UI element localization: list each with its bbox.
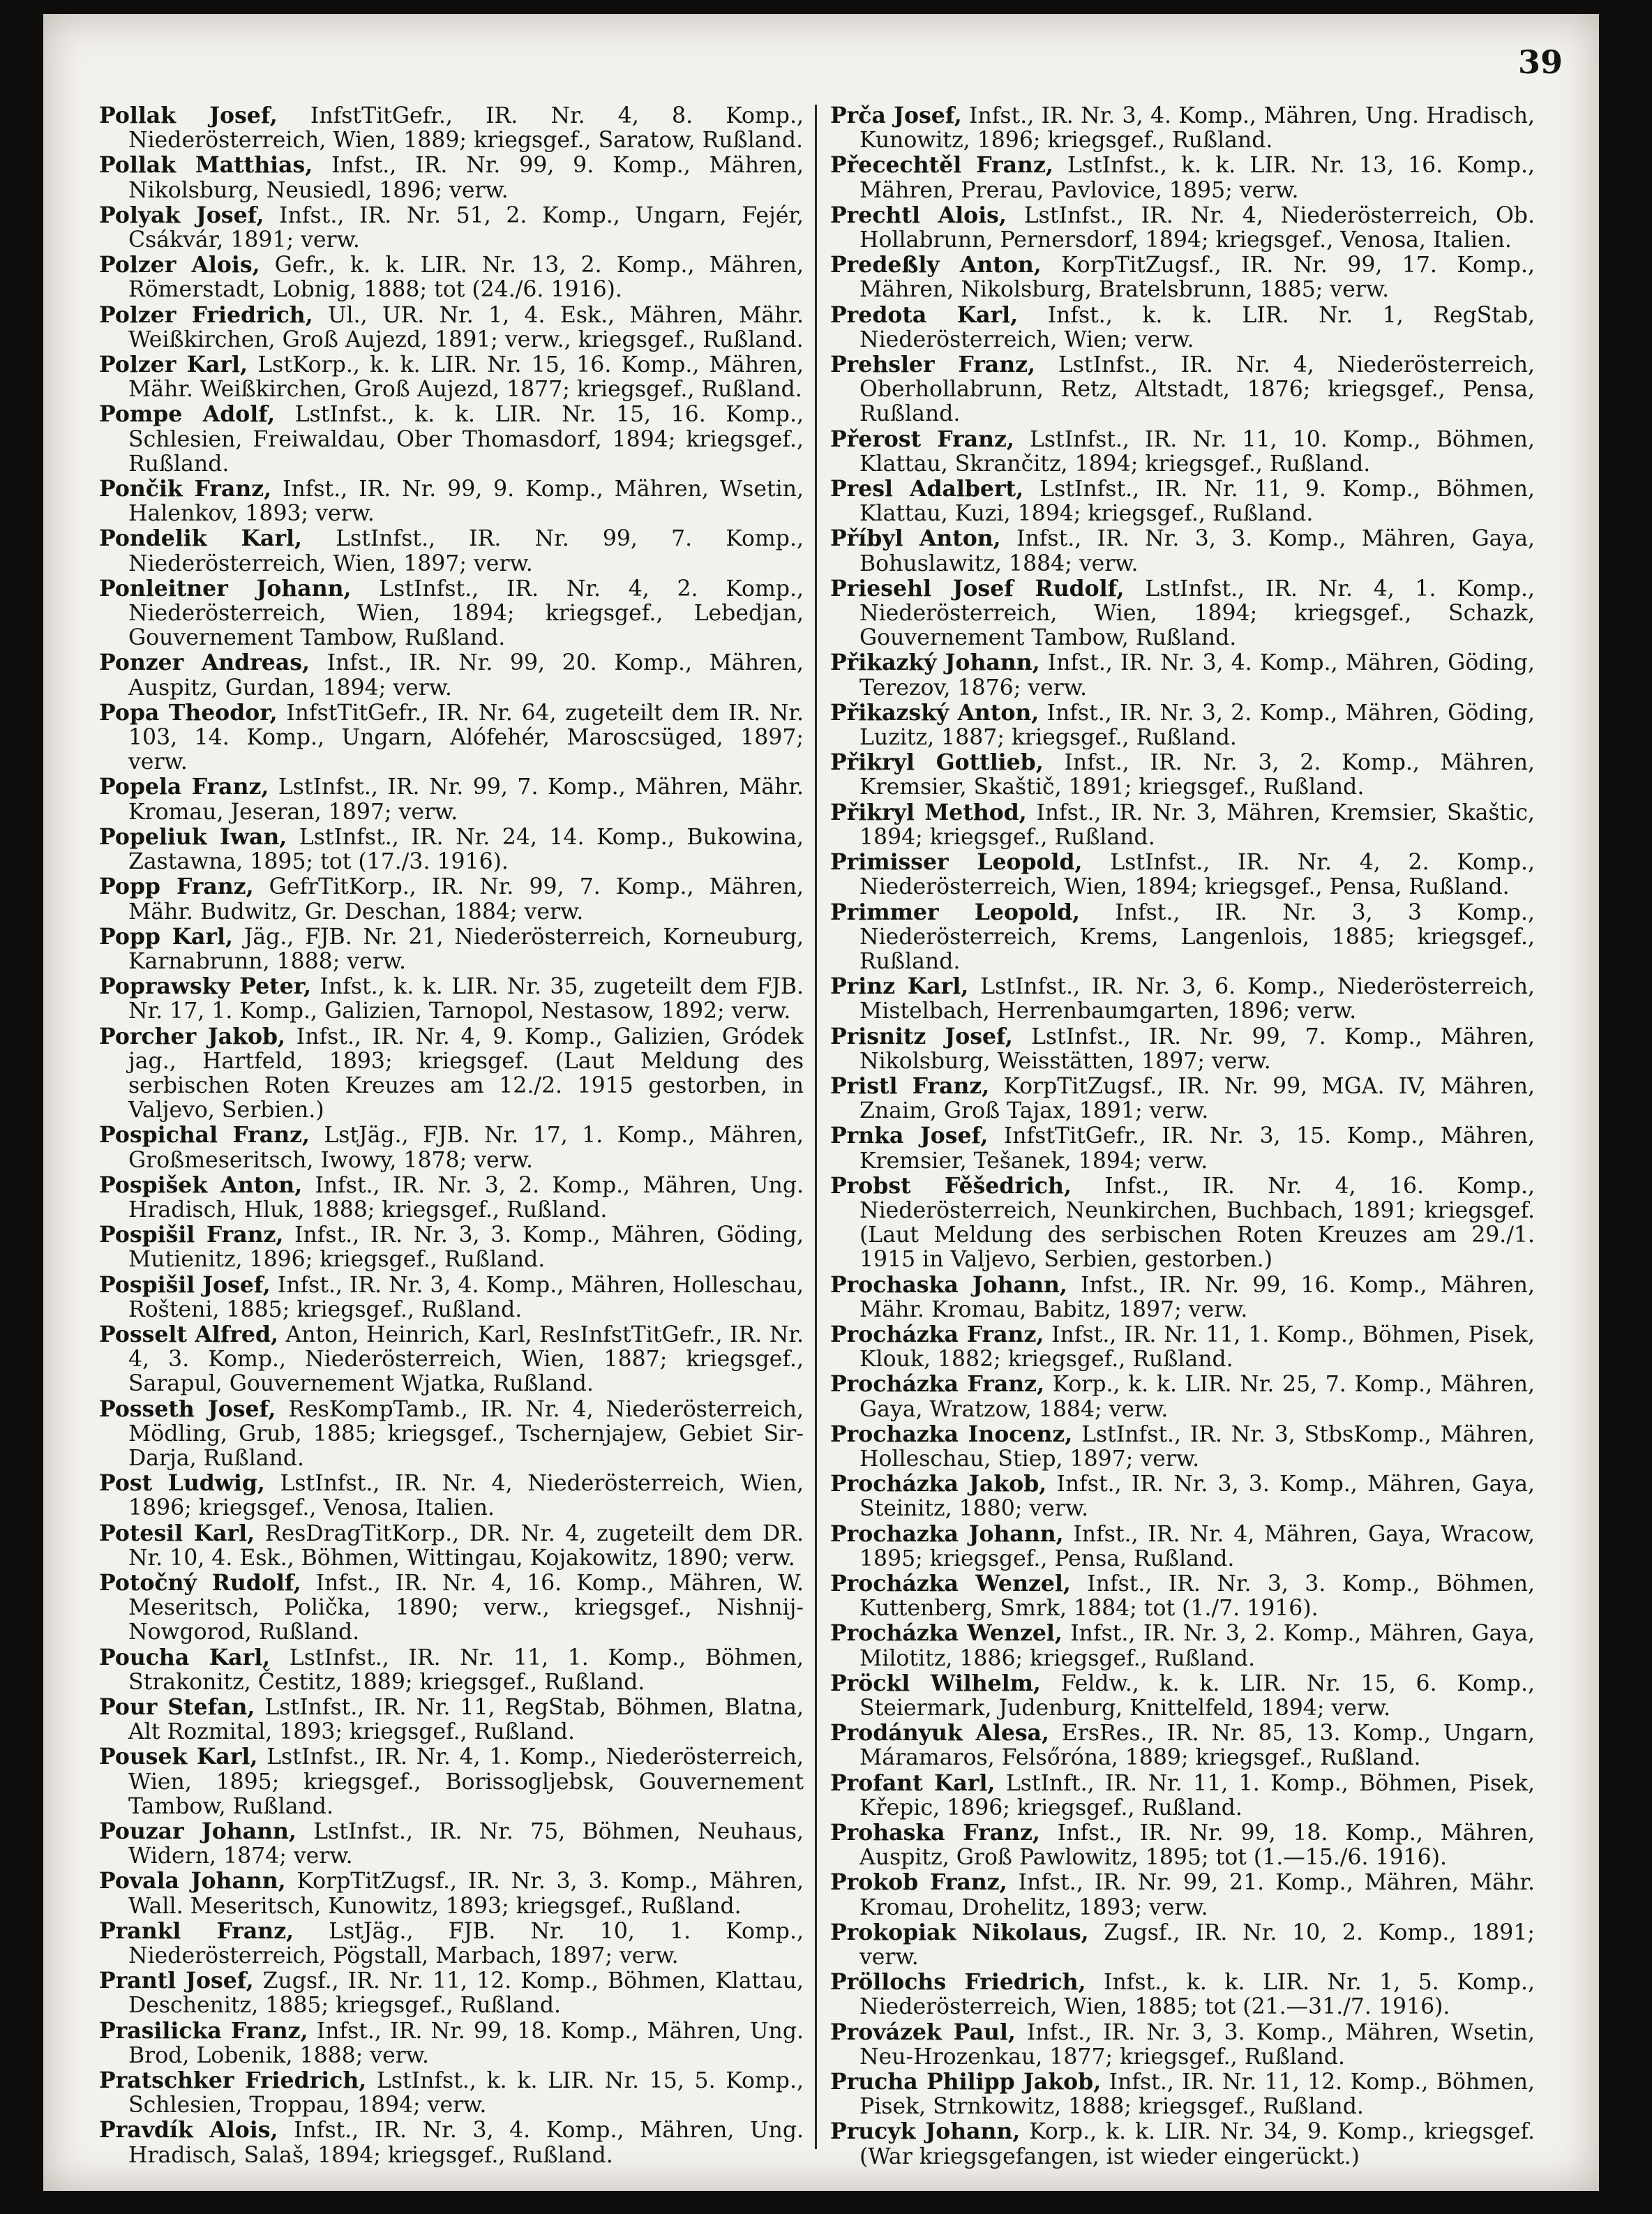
page-number: 39	[1517, 43, 1563, 81]
list-entry	[830, 1074, 1535, 1123]
list-entry	[830, 203, 1535, 253]
list-entry	[830, 153, 1535, 202]
list-entry	[830, 1621, 1535, 1670]
entry-details: LstInfst., IR. Nr. 4, 2. Komp., Niederösterreich, Wien, 1894; kriegsgef., Pensa, Rußland.	[859, 850, 1535, 900]
entry-name: Popeliuk Iwan,	[99, 823, 287, 850]
entry-name: Prucha Philipp Jakob,	[830, 2069, 1102, 2095]
entry-name: Pour Stefan,	[99, 1694, 255, 1720]
entry-name: Procházka Wenzel,	[830, 1620, 1062, 1647]
entry-details: LstJäg., FJB. Nr. 10, 1. Komp., Niederösterreich, Pögstall, Marbach, 1897; verw.	[128, 1918, 804, 1969]
entry-name: Pouzar Johann,	[99, 1818, 296, 1845]
entry-details: Infst., IR. Nr. 4, Mähren, Gaya, Wracow, 1895; kriegsgef., Pensa, Rußland.	[859, 1521, 1535, 1571]
list-entry	[99, 2118, 804, 2167]
entry-details: LstInfst., IR. Nr. 99, 7. Komp., Mähren, Nikolsburg, Weisstätten, 1897; verw.	[859, 1024, 1535, 1074]
entry-details: LstInfst., IR. Nr. 3, 6. Komp., Niederösterreich, Mistelbach, Herrenbaumgarten, 1896; verw.	[859, 974, 1535, 1024]
entry-details: ResKompTamb., IR. Nr. 4, Niederösterreich, Mödling, Grub, 1885; kriegsgef., Tschernjajew, Gebiet Sir-Darja, Rußland.	[128, 1396, 804, 1471]
list-entry	[99, 526, 804, 576]
list-entry	[99, 825, 804, 874]
entry-name: Pompe Adolf,	[99, 401, 276, 428]
list-entry	[99, 1173, 804, 1222]
entry-details: Infst., IR. Nr. 3, 2. Komp., Mähren, Kremsier, Skaštič, 1891; kriegsgef., Rußland.	[859, 750, 1535, 800]
entry-details: Infst., IR. Nr. 11, 12. Komp., Böhmen, Pisek, Strnkowitz, 1888; kriegsgef., Rußland.	[859, 2070, 1535, 2120]
list-entry	[830, 2020, 1535, 2070]
entry-details: Infst., IR. Nr. 3, 3. Komp., Mähren, Gaya, Steinitz, 1880; verw.	[859, 1472, 1535, 1522]
entry-details: LstInfst., IR. Nr. 3, StbsKomp., Mähren, Holleschau, Stiep, 1897; verw.	[859, 1421, 1535, 1472]
list-entry	[830, 1870, 1535, 1920]
left-column	[99, 103, 804, 2168]
entry-details: Infst., IR. Nr. 3, 4. Komp., Mähren, Ung. Hradisch, Salaš, 1894; kriegsgef., Rußland.	[128, 2118, 804, 2168]
list-entry	[99, 1744, 804, 1819]
entry-details: Infst., IR. Nr. 3, 2. Komp., Mähren, Göding, Luzitz, 1887; kriegsgef., Rußland.	[859, 700, 1535, 751]
entry-details: Zugsf., IR. Nr. 11, 12. Komp., Böhmen, Klattau, Deschenitz, 1885; kriegsgef., Rußland.	[128, 1968, 804, 2019]
entry-name: Prohaska Franz,	[830, 1820, 1040, 1846]
entry-details: LstInfst., k. k. LIR. Nr. 13, 16. Komp., Mähren, Prerau, Pavlovice, 1895; verw.	[859, 153, 1535, 203]
list-entry	[830, 1322, 1535, 1372]
list-entry	[830, 1522, 1535, 1571]
list-entry	[99, 1322, 804, 1397]
entry-details: KorpTitZugsf., IR. Nr. 99, MGA. IV, Mähren, Znaim, Groß Tajax, 1891; verw.	[859, 1073, 1535, 1124]
entry-name: Polzer Karl,	[99, 352, 248, 378]
list-entry	[99, 103, 804, 153]
list-entry	[99, 925, 804, 974]
list-entry	[99, 1222, 804, 1272]
list-entry	[830, 1771, 1535, 1820]
entry-details: LstInfst., IR. Nr. 4, Niederösterreich, Ob. Hollabrunn, Pernersdorf, 1894; kriegsgef., Venosa, Italien.	[859, 202, 1535, 253]
entry-name: Pröckl Wilhelm,	[830, 1670, 1041, 1696]
entry-name: Presl Adalbert,	[830, 476, 1024, 502]
entry-name: Provázek Paul,	[830, 2019, 1016, 2045]
entry-name: Pospišil Josef,	[99, 1271, 271, 1298]
entry-name: Poprawsky Peter,	[99, 973, 312, 1000]
list-entry	[830, 1372, 1535, 1421]
list-entry	[830, 576, 1535, 651]
entry-name: Pospišek Anton,	[99, 1172, 303, 1198]
entry-name: Prča Josef,	[830, 103, 962, 128]
entry-name: Predota Karl,	[830, 301, 1019, 328]
entry-details: Infst., IR. Nr. 4, 9. Komp., Galizien, Gródek jag., Hartfeld, 1893; kriegsgef. (Laut Meldung des serbischen Roten Kreuzes am 12./2. 1915 gestorben, in Valjevo, Serbien.)	[128, 1024, 804, 1123]
entry-details: Infst., k. k. LIR. Nr. 1, RegStab, Niederösterreich, Wien; verw.	[859, 302, 1535, 352]
entry-name: Pravdík Alois,	[99, 2117, 278, 2144]
list-entry	[830, 1273, 1535, 1322]
list-entry	[830, 1024, 1535, 1074]
entry-name: Prankl Franz,	[99, 1917, 294, 1944]
entry-name: Porcher Jakob,	[99, 1023, 285, 1049]
entry-name: Potočný Rudolf,	[99, 1569, 301, 1596]
entry-details: Infst., IR. Nr. 99, 9. Komp., Mähren, Nikolsburg, Neusiedl, 1896; verw.	[128, 153, 804, 203]
entry-name: Prochaska Johann,	[830, 1271, 1067, 1298]
entry-details: LstInfst., IR. Nr. 99, 7. Komp., Mähren, Mähr. Kromau, Jeseran, 1897; verw.	[128, 775, 804, 825]
list-entry	[99, 477, 804, 526]
list-entry	[830, 2070, 1535, 2119]
entry-details: Infst., IR. Nr. 3, 3. Komp., Böhmen, Kuttenberg, Smrk, 1884; tot (1./7. 1916).	[859, 1571, 1535, 1622]
entry-details: LstJäg., FJB. Nr. 17, 1. Komp., Mähren, Großmeseritsch, Iwowy, 1878; verw.	[128, 1123, 804, 1173]
list-entry	[99, 1819, 804, 1869]
list-entry	[99, 1695, 804, 1744]
entry-name: Polyak Josef,	[99, 202, 264, 228]
entry-name: Prucyk Johann,	[830, 2118, 1021, 2145]
entry-name: Ponleitner Johann,	[99, 575, 352, 601]
entry-details: LstInft., IR. Nr. 11, 1. Komp., Böhmen, Pisek, Křepic, 1896; kriegsgef., Rußland.	[859, 1770, 1535, 1820]
list-entry	[830, 526, 1535, 576]
list-entry	[99, 974, 804, 1024]
entry-details: InfstTitGefr., IR. Nr. 3, 15. Komp., Mähren, Kremsier, Tešanek, 1894; verw.	[859, 1123, 1535, 1174]
list-entry	[99, 253, 804, 302]
entry-name: Popp Karl,	[99, 923, 233, 950]
entry-name: Procházka Franz,	[830, 1321, 1044, 1347]
entry-name: Prantl Josef,	[99, 1968, 254, 1994]
entry-name: Priesehl Josef Rudolf,	[830, 575, 1125, 601]
entry-name: Polzer Friedrich,	[99, 301, 313, 328]
list-entry	[830, 352, 1535, 427]
entry-details: Infst., IR. Nr. 99, 20. Komp., Mähren, Auspitz, Gurdan, 1894; verw.	[128, 650, 804, 701]
entry-details: LstInfst., IR. Nr. 4, 1. Komp., Niederösterreich, Wien, 1894; kriegsgef., Schazk, Gouvernement Tambow, Rußland.	[859, 576, 1535, 651]
entry-name: Přikryl Gottlieb,	[830, 749, 1044, 776]
entry-name: Potesil Karl,	[99, 1520, 255, 1546]
entry-name: Pospichal Franz,	[99, 1122, 310, 1149]
entry-name: Prinz Karl,	[830, 973, 969, 1000]
entry-name: Prodányuk Alesa,	[830, 1720, 1050, 1746]
list-entry	[830, 1123, 1535, 1173]
list-entry	[830, 701, 1535, 750]
entry-details: LstInfst., IR. Nr. 11, 9. Komp., Böhmen, Klattau, Kuzi, 1894; kriegsgef., Rußland.	[859, 477, 1535, 527]
list-entry	[830, 800, 1535, 850]
list-entry	[99, 1273, 804, 1322]
list-entry	[830, 1472, 1535, 1521]
entry-name: Popela Franz,	[99, 774, 269, 800]
list-entry	[99, 1645, 804, 1695]
entry-details: LstInfst., IR. Nr. 4, 1. Komp., Niederösterreich, Wien, 1895; kriegsgef., Borissogljebsk, Gouvernement Tambow, Rußland.	[128, 1744, 804, 1819]
entry-name: Přikryl Method,	[830, 799, 1027, 825]
entry-name: Pondelik Karl,	[99, 525, 302, 552]
entry-details: LstInfst., k. k. LIR. Nr. 15, 16. Komp., Schlesien, Freiwaldau, Ober Thomasdorf, 1894; kriegsgef., Rußland.	[128, 402, 804, 477]
list-entry	[99, 2068, 804, 2118]
entry-details: LstInfst., IR. Nr. 11, 10. Komp., Böhmen, Klattau, Skrančitz, 1894; kriegsgef., Rußland.	[859, 426, 1535, 477]
entry-name: Polzer Alois,	[99, 252, 260, 278]
entry-name: Pončik Franz,	[99, 476, 272, 502]
list-entry	[830, 1422, 1535, 1472]
entry-details: Zugsf., IR. Nr. 10, 2. Komp., 1891; verw.	[859, 1920, 1535, 1970]
entry-name: Prokopiak Nikolaus,	[830, 1919, 1089, 1945]
list-entry	[99, 701, 804, 775]
list-entry	[830, 1174, 1535, 1273]
entry-details: Infst., IR. Nr. 3, 4. Komp., Mähren, Ung. Hradisch, Kunowitz, 1896; kriegsgef., Rußland.	[859, 103, 1535, 154]
entry-details: LstInfst., IR. Nr. 24, 14. Komp., Bukowina, Zastawna, 1895; tot (17./3. 1916).	[128, 824, 804, 875]
list-entry	[830, 974, 1535, 1024]
list-entry	[99, 1123, 804, 1172]
entry-details: LstInfst., IR. Nr. 11, 1. Komp., Böhmen, Strakonitz, Čestitz, 1889; kriegsgef., Rußland.	[128, 1645, 804, 1695]
entry-name: Posselt Alfred,	[99, 1321, 278, 1347]
entry-details: LstKorp., k. k. LIR. Nr. 15, 16. Komp., Mähren, Mähr. Weißkirchen, Groß Aujezd, 1877; kriegsgef., Rußland.	[128, 352, 804, 403]
entry-name: Pollak Josef,	[99, 103, 278, 128]
list-entry	[99, 1471, 804, 1520]
entry-details: InfstTitGefr., IR. Nr. 4, 8. Komp., Niederösterreich, Wien, 1889; kriegsgef., Saratow, Rußland.	[128, 103, 804, 154]
list-entry	[99, 402, 804, 477]
entry-details: KorpTitZugsf., IR. Nr. 3, 3. Komp., Mähren, Wall. Meseritsch, Kunowitz, 1893; kriegsgef., Rußland.	[128, 1869, 804, 1919]
list-entry	[99, 153, 804, 202]
entry-name: Prnka Josef,	[830, 1123, 989, 1149]
entry-name: Přerost Franz,	[830, 426, 1014, 452]
entry-details: Infst., IR. Nr. 99, 9. Komp., Mähren, Wsetin, Halenkov, 1893; verw.	[128, 477, 804, 527]
entry-details: Infst., IR. Nr. 3, 2. Komp., Mähren, Ung. Hradisch, Hluk, 1888; kriegsgef., Rußland.	[128, 1172, 804, 1222]
entry-name: Prehsler Franz,	[830, 352, 1035, 378]
list-entry	[830, 103, 1535, 153]
entry-details: Infst., IR. Nr. 3, 3. Komp., Mähren, Göding, Mutienitz, 1896; kriegsgef., Rußland.	[128, 1222, 804, 1273]
list-entry	[830, 850, 1535, 899]
entry-name: Přikazský Anton,	[830, 699, 1039, 726]
entry-details: LstInfst., IR. Nr. 75, Böhmen, Neuhaus, Widern, 1874; verw.	[128, 1819, 804, 1869]
entry-name: Poucha Karl,	[99, 1644, 271, 1670]
list-entry	[99, 303, 804, 352]
entry-name: Probst Fěšedrich,	[830, 1172, 1072, 1199]
entry-details: LstInfst., IR. Nr. 4, 2. Komp., Niederösterreich, Wien, 1894; kriegsgef., Lebedjan, Gouvernement Tambow, Rußland.	[128, 576, 804, 651]
entry-name: Procházka Wenzel,	[830, 1570, 1071, 1596]
list-entry	[830, 303, 1535, 352]
list-entry	[830, 1970, 1535, 2019]
entry-details: LstInfst., IR. Nr. 4, Niederösterreich, Wien, 1896; kriegsgef., Venosa, Italien.	[128, 1471, 804, 1521]
entry-details: Infst., IR. Nr. 99, 21. Komp., Mähren, Mähr. Kromau, Drohelitz, 1893; verw.	[859, 1870, 1535, 1920]
entry-details: Korp., k. k. LIR. Nr. 25, 7. Komp., Mähren, Gaya, Wratzow, 1884; verw.	[859, 1372, 1535, 1422]
entry-details: Korp., k. k. LIR. Nr. 34, 9. Komp., kriegsgef. (War kriegsgefangen, ist wieder eingerückt.)	[859, 2119, 1535, 2169]
list-entry	[830, 1671, 1535, 1721]
entry-name: Primmer Leopold,	[830, 899, 1080, 925]
entry-name: Přikazký Johann,	[830, 650, 1040, 676]
entry-details: Infst., IR. Nr. 99, 18. Komp., Mähren, Ung. Brod, Lobenik, 1888; verw.	[128, 2018, 804, 2068]
list-entry	[99, 775, 804, 824]
entry-details: Ul., UR. Nr. 1, 4. Esk., Mähren, Mähr. Weißkirchen, Groß Aujezd, 1891; verw., kriegsgef., Rußland.	[128, 302, 804, 352]
list-entry	[99, 203, 804, 253]
entry-name: Predeßly Anton,	[830, 252, 1042, 278]
right-column	[830, 103, 1535, 2169]
entry-details: GefrTitKorp., IR. Nr. 99, 7. Komp., Mähren, Mähr. Budwitz, Gr. Deschan, 1884; verw.	[128, 874, 804, 925]
entry-details: Infst., IR. Nr. 3, 2. Komp., Mähren, Gaya, Milotitz, 1886; kriegsgef., Rußland.	[859, 1621, 1535, 1671]
list-entry	[830, 1721, 1535, 1770]
list-entry	[830, 1820, 1535, 1870]
entry-details: Infst., IR. Nr. 11, 1. Komp., Böhmen, Pisek, Klouk, 1882; kriegsgef., Rußland.	[859, 1322, 1535, 1372]
entry-name: Prisnitz Josef,	[830, 1023, 1013, 1049]
entry-details: LstInfst., IR. Nr. 11, RegStab, Böhmen, Blatna, Alt Rozmital, 1893; kriegsgef., Rußland.	[128, 1695, 804, 1745]
list-entry	[99, 650, 804, 700]
entry-name: Pollak Matthias,	[99, 152, 313, 179]
column-divider	[815, 105, 817, 2149]
entry-name: Procházka Franz,	[830, 1371, 1045, 1398]
entry-name: Procházka Jakob,	[830, 1471, 1047, 1497]
entry-name: Popa Theodor,	[99, 699, 278, 726]
entry-details: Infst., IR. Nr. 99, 16. Komp., Mähren, Mähr. Kromau, Babitz, 1897; verw.	[859, 1272, 1535, 1322]
entry-details: Infst., IR. Nr. 4, 16. Komp., Mähren, W. Meseritsch, Polička, 1890; verw., kriegsgef., Nishnij-Nowgorod, Rußland.	[128, 1570, 804, 1645]
entry-name: Prechtl Alois,	[830, 202, 1007, 228]
entry-name: Profant Karl,	[830, 1770, 996, 1796]
list-entry	[830, 1920, 1535, 1970]
list-entry	[99, 352, 804, 402]
entry-details: Anton, Heinrich, Karl, ResInfstTitGefr., IR. Nr. 4, 3. Komp., Niederösterreich, Wien, 1887; kriegsgef., Sarapul, Gouvernement Wjatka, Rußland.	[128, 1322, 804, 1397]
entry-details: Infst., IR. Nr. 3, 3. Komp., Mähren, Gaya, Bohuslawitz, 1884; verw.	[859, 526, 1535, 576]
entry-name: Pousek Karl,	[99, 1744, 258, 1770]
entry-name: Prochazka Johann,	[830, 1520, 1064, 1547]
entry-name: Pristl Franz,	[830, 1072, 990, 1099]
entry-details: Infst., IR. Nr. 3, 4. Komp., Mähren, Göding, Terezov, 1876; verw.	[859, 650, 1535, 701]
entry-details: InfstTitGefr., IR. Nr. 64, zugeteilt dem IR. Nr. 103, 14. Komp., Ungarn, Alófehér, Maroscsüged, 1897; verw.	[128, 700, 804, 775]
list-entry	[99, 1571, 804, 1645]
entry-details: Infst., IR. Nr. 3, 3 Komp., Niederösterreich, Krems, Langenlois, 1885; kriegsgef., Rußland.	[859, 899, 1535, 974]
list-entry	[830, 253, 1535, 302]
entry-details: KorpTitZugsf., IR. Nr. 99, 17. Komp., Mähren, Nikolsburg, Bratelsbrunn, 1885; verw.	[859, 253, 1535, 303]
entry-details: ResDragTitKorp., DR. Nr. 4, zugeteilt dem DR. Nr. 10, 4. Esk., Böhmen, Wittingau, Kojakowitz, 1890; verw.	[128, 1520, 804, 1571]
list-entry	[99, 874, 804, 924]
entry-name: Pröllochs Friedrich,	[830, 1969, 1086, 1996]
entry-details: Infst., IR. Nr. 3, 4. Komp., Mähren, Holleschau, Rošteni, 1885; kriegsgef., Rußland.	[128, 1272, 804, 1322]
entry-name: Pratschker Friedrich,	[99, 2067, 367, 2094]
entry-details: Jäg., FJB. Nr. 21, Niederösterreich, Korneuburg, Karnabrunn, 1888; verw.	[128, 924, 804, 974]
list-entry	[830, 750, 1535, 800]
entry-name: Prasilicka Franz,	[99, 2017, 308, 2044]
list-entry	[99, 1521, 804, 1571]
list-entry	[99, 576, 804, 651]
entry-details: ErsRes., IR. Nr. 85, 13. Komp., Ungarn, Máramaros, Felsőróna, 1889; kriegsgef., Rußland.	[859, 1721, 1535, 1771]
list-entry	[99, 1024, 804, 1123]
entry-name: Ponzer Andreas,	[99, 650, 310, 676]
entry-name: Posseth Josef,	[99, 1396, 276, 1422]
entry-name: Prokob Franz,	[830, 1869, 1007, 1896]
entry-name: Přecechtěl Franz,	[830, 152, 1053, 179]
document-page	[43, 14, 1599, 2191]
list-entry	[830, 650, 1535, 700]
entry-details: Infst., IR. Nr. 3, 3. Komp., Mähren, Wsetin, Neu-Hrozenkau, 1877; kriegsgef., Rußland.	[859, 2019, 1535, 2070]
entry-details: Infst., IR. Nr. 4, 16. Komp., Niederösterreich, Neunkirchen, Buchbach, 1891; kriegsgef. (Laut Meldung des serbischen Roten Kreuzes am 29./1. 1915 in Valjevo, Serbien, gestorben.)	[859, 1173, 1535, 1273]
entry-details: Infst., IR. Nr. 99, 18. Komp., Mähren, Auspitz, Groß Pawlowitz, 1895; tot (1.—15./6. 1916).	[859, 1820, 1535, 1871]
entry-name: Primisser Leopold,	[830, 849, 1083, 876]
entry-details: LstInfst., k. k. LIR. Nr. 15, 5. Komp., Schlesien, Troppau, 1894; verw.	[128, 2068, 804, 2118]
list-entry	[99, 1919, 804, 1968]
entry-details: Infst., IR. Nr. 3, Mähren, Kremsier, Skaštic, 1894; kriegsgef., Rußland.	[859, 800, 1535, 850]
list-entry	[830, 900, 1535, 975]
entry-details: Gefr., k. k. LIR. Nr. 13, 2. Komp., Mähren, Römerstadt, Lobnig, 1888; tot (24./6. 1916).	[128, 253, 804, 303]
entry-name: Povala Johann,	[99, 1868, 286, 1894]
list-entry	[99, 2019, 804, 2068]
entry-details: LstInfst., IR. Nr. 99, 7. Komp., Niederösterreich, Wien, 1897; verw.	[128, 526, 804, 576]
entry-name: Příbyl Anton,	[830, 525, 1001, 552]
entry-details: Infst., k. k. LIR. Nr. 1, 5. Komp., Niederösterreich, Wien, 1885; tot (21.—31./7. 1916).	[859, 1970, 1535, 2020]
list-entry	[830, 477, 1535, 526]
entry-details: LstInfst., IR. Nr. 4, Niederösterreich, Oberhollabrunn, Retz, Altstadt, 1876; kriegsgef., Pensa, Rußland.	[859, 352, 1535, 427]
entry-details: Feldw., k. k. LIR. Nr. 15, 6. Komp., Steiermark, Judenburg, Knittelfeld, 1894; verw.	[859, 1670, 1535, 1721]
list-entry	[830, 2119, 1535, 2169]
list-entry	[99, 1869, 804, 1918]
list-entry	[99, 1397, 804, 1472]
entry-details: Infst., IR. Nr. 51, 2. Komp., Ungarn, Fejér, Csákvár, 1891; verw.	[128, 202, 804, 253]
entry-name: Pospišil Franz,	[99, 1222, 284, 1248]
list-entry	[99, 1968, 804, 2018]
entry-name: Prochazka Inocenz,	[830, 1421, 1073, 1447]
entry-name: Popp Franz,	[99, 874, 254, 900]
list-entry	[830, 427, 1535, 477]
list-entry	[830, 1571, 1535, 1621]
entry-details: Infst., k. k. LIR. Nr. 35, zugeteilt dem FJB. Nr. 17, 1. Komp., Galizien, Tarnopol, Nestasow, 1892; verw.	[128, 974, 804, 1024]
entry-name: Post Ludwig,	[99, 1470, 265, 1497]
